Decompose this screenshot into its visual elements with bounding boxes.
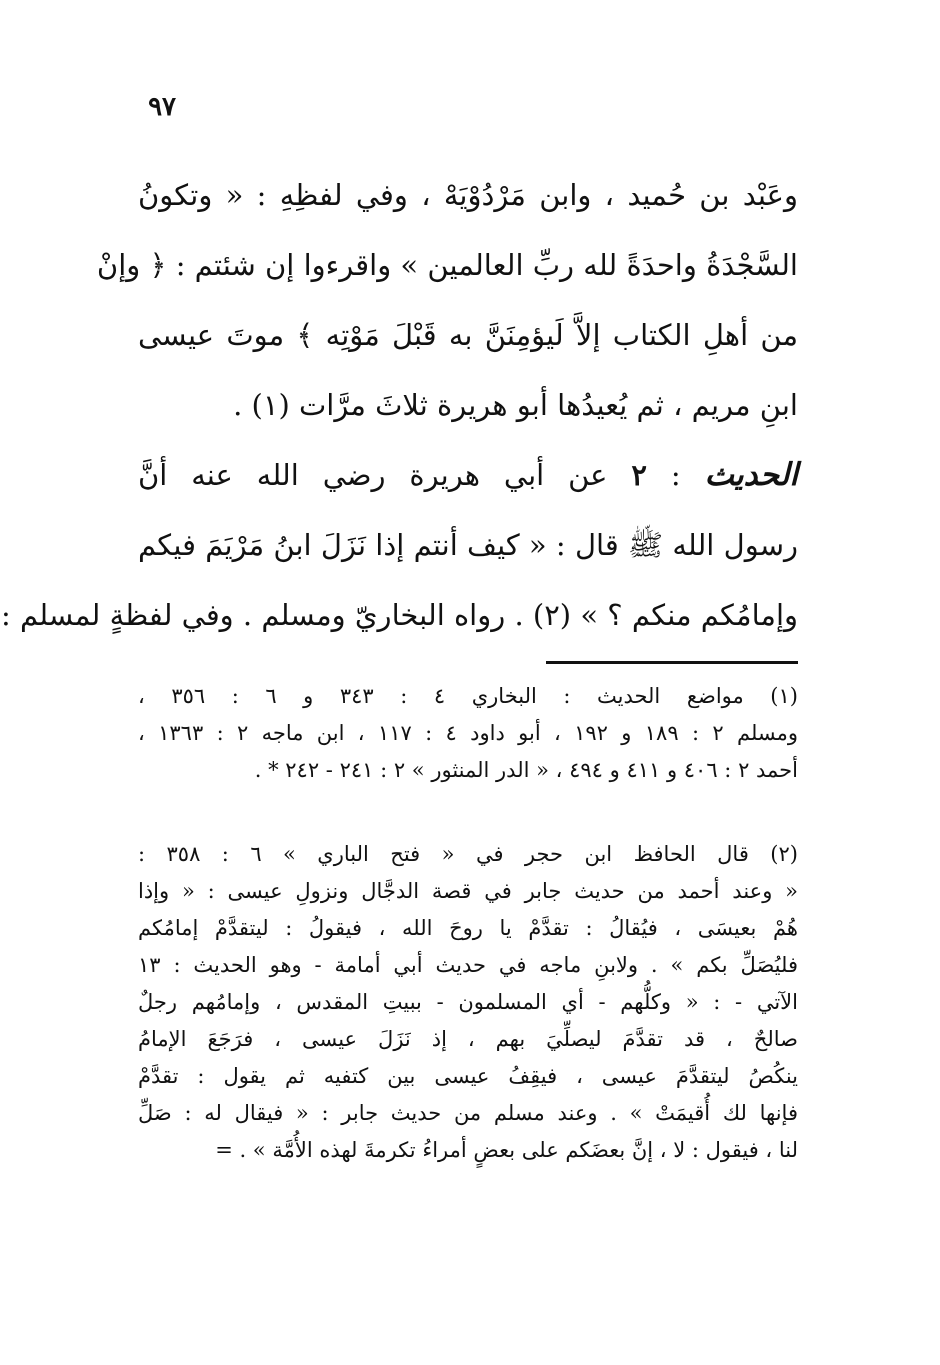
footnote-line: « وعند أحمد من حديث جابر في قصة الدجَّال ونزولِ عيسى : « وإذا bbox=[138, 879, 798, 903]
hadith-heading-line bbox=[138, 440, 798, 510]
footnote-line: (٢) قال الحافظ ابن حجر في « فتح الباري » ٦ : ٣٥٨ : bbox=[138, 842, 798, 866]
footnote-line: الآتي - : « وكلُّهم - أي المسلمون - ببيتِ المقدس ، وإمامُهم رجلٌ bbox=[138, 990, 798, 1014]
page-number: ٩٧ bbox=[148, 92, 176, 122]
footnote-line: صالحٌ ، قد تقدَّمَ ليصلِّيَ بهم ، إذ نَزَلَ عيسى ، فرَجَعَ الإمامُ bbox=[138, 1027, 798, 1051]
footnote-line: ومسلم ٢ : ١٨٩ و ١٩٢ ، أبو داود ٤ : ١١٧ ، ابن ماجه ٢ : ١٣٦٣ ، bbox=[138, 721, 799, 745]
text-line: السَّجْدَةُ واحدَةً لله ربِّ العالمين » واقرءوا إن شئتم : ﴿ وإنْ bbox=[96, 248, 798, 282]
hadith-text: عن أبي هريرة رضي الله عنه أنَّ bbox=[138, 458, 608, 492]
footnote-line: أحمد ٢ : ٤٠٦ و ٤١١ و ٤٩٤ ، « الدر المنثور » ٢ : ٢٤١ - ٢٤٢ * . bbox=[254, 758, 798, 782]
text-line: رسول الله ﷺ قال : « كيف أنتم إذا نَزَلَ ابنُ مَرْيَمَ فيكم bbox=[138, 528, 798, 562]
footnote-line: هُمْ بعيسَى ، فيُقالُ : تقدَّمْ يا روحَ الله ، فيقولُ : ليتقدَّمْ إمامُكم bbox=[138, 916, 798, 940]
main-text-paragraph-1 bbox=[96, 160, 798, 440]
footnote-2 bbox=[138, 836, 798, 1169]
text-line: من أهلِ الكتاب إلاَّ لَيؤمِنَنَّ به قَبْلَ مَوْتِه ﴾ موتَ عيسى bbox=[138, 318, 798, 352]
footnote-line: (١) مواضع الحديث : البخاري ٤ : ٣٤٣ و ٦ : ٣٥٦ ، bbox=[138, 684, 798, 708]
footnote-line: فإنها لك أُقيمَتْ » . وعند مسلم من حديث جابر : « فيقال له : صَلِّ bbox=[138, 1101, 798, 1125]
hadith-number: ٢ bbox=[631, 458, 647, 492]
footnote-1 bbox=[138, 678, 798, 789]
text-line: ابنِ مريم ، ثم يُعيدُها أبو هريرة ثلاثَ مرَّات (١) . bbox=[233, 388, 798, 422]
text-line: وإمامُكم منكم ؟ » (٢) . رواه البخاريّ ومسلم . وفي لفظةٍ لمسلم : bbox=[1, 598, 798, 632]
footnote-separator bbox=[546, 661, 798, 664]
hadith-separator: : bbox=[646, 458, 681, 492]
text-line: وعَبْد بن حُميد ، وابن مَرْدُوْيَهْ ، وفي لفظِهِ : « وتكونُ bbox=[138, 178, 798, 212]
footnote-line: فليُصَلِّ بكم » . ولابنِ ماجه في حديث أبي أمامة - وهو الحديث : ١٣ bbox=[138, 953, 798, 977]
main-text-paragraph-2 bbox=[1, 440, 799, 650]
hadith-label: الحديث bbox=[704, 457, 799, 493]
footnote-line: لنا ، فيقول : لا ، إنَّ بعضَكم على بعضٍ أمراءُ تكرمةَ لهذه الأُمَّة » . = bbox=[215, 1138, 798, 1162]
footnote-line: ينكُصُ ليتقدَّمَ عيسى ، فيقِفُ عيسى بين كتفيه ثم يقول : تقدَّمْ bbox=[138, 1064, 798, 1088]
